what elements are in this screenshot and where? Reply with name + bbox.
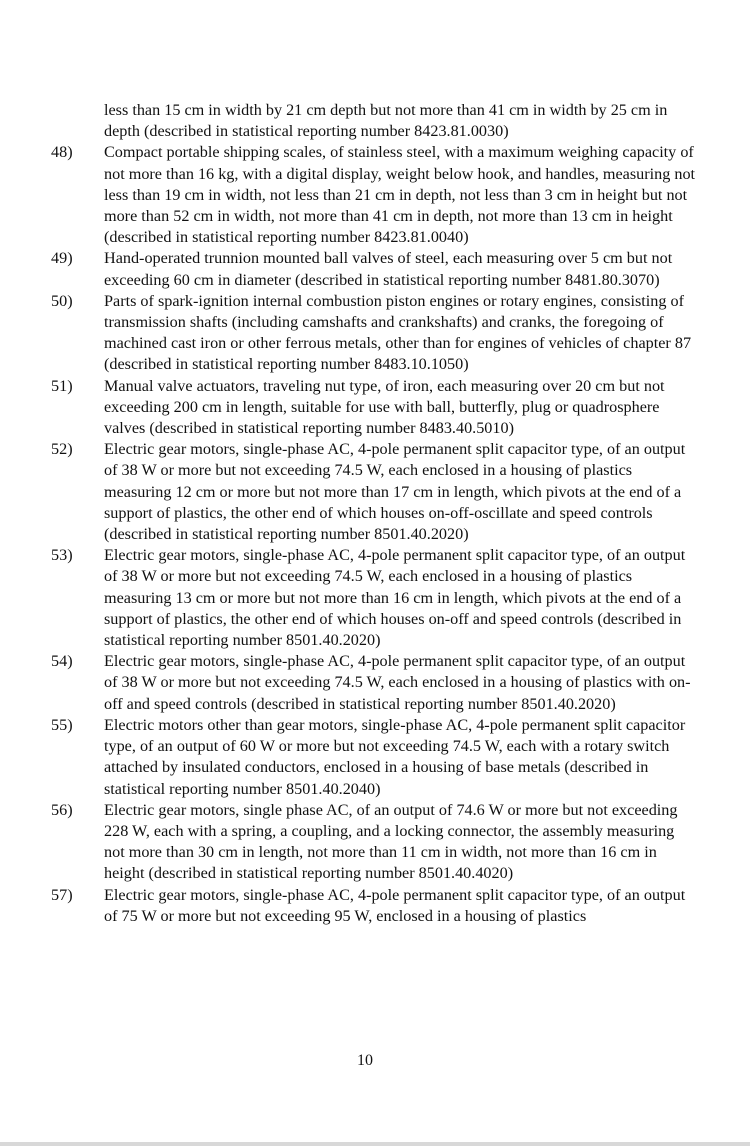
item-number: 51) xyxy=(51,376,73,395)
item-text: Electric gear motors, single-phase AC, 4-pole permanent split capacitor type, of an output of 75 W or more but not exceeding 95 W, enclosed in a housing of plastics xyxy=(104,885,686,925)
page-content xyxy=(0,100,750,927)
item-number: 53) xyxy=(51,546,73,565)
list-item-50 xyxy=(0,291,696,376)
item-number: 49) xyxy=(51,249,73,268)
item-text: Electric gear motors, single-phase AC, 4-pole permanent split capacitor type, of an output of 38 W or more but not exceeding 74.5 W, each enclosed in a housing of plastics with on-off and speed controls (described in statistical reporting number 8501.40.2020) xyxy=(104,652,691,713)
item-number: 55) xyxy=(51,715,73,734)
list-item-48 xyxy=(0,142,696,248)
item-number: 54) xyxy=(51,652,73,671)
list-item-52 xyxy=(0,439,696,545)
continuation-text: less than 15 cm in width by 21 cm depth but not more than 41 cm in width by 25 cm in depth (described in statistical reporting number 8423.81.0030) xyxy=(104,101,668,141)
item-text: Electric motors other than gear motors, single-phase AC, 4-pole permanent split capacitor type, of an output of 60 W or more but not exceeding 74.5 W, each with a rotary switch attached by insulated conductors, enclosed in a housing of base metals (described in statistical reporting number 8501.40.2040) xyxy=(104,715,686,798)
item-text: Hand-operated trunnion mounted ball valves of steel, each measuring over 5 cm but not exceeding 60 cm in diameter (described in statistical reporting number 8481.80.3070) xyxy=(104,249,673,289)
item-number: 52) xyxy=(51,440,73,459)
list-item-55 xyxy=(0,715,696,800)
list-item-56 xyxy=(0,800,696,885)
list-item-57 xyxy=(0,885,696,927)
item-text: Manual valve actuators, traveling nut type, of iron, each measuring over 20 cm but not exceeding 200 cm in length, suitable for use with ball, butterfly, plug or quadrosphere valves (described in statistical reporting number 8483.40.5010) xyxy=(104,376,665,438)
item-number: 50) xyxy=(51,291,73,310)
list-item-54 xyxy=(0,651,696,715)
item-text: Electric gear motors, single-phase AC, 4-pole permanent split capacitor type, of an output of 38 W or more but not exceeding 74.5 W, each enclosed in a housing of plastics measuring 12 cm or more but not more than 17 cm in length, which pivots at the end of a support of plastics, the other end of which houses on-off-oscillate and speed controls (described in statistical reporting number 8501.40.2020) xyxy=(104,440,686,544)
item-number: 57) xyxy=(51,885,73,904)
item-text: Electric gear motors, single phase AC, of an output of 74.6 W or more but not exceeding 228 W, each with a spring, a coupling, and a locking connector, the assembly measuring not more than 30 cm in length, not more than 11 cm in width, not more than 16 cm in height (described in statistical reporting number 8501.40.4020) xyxy=(104,800,678,883)
continuation-paragraph xyxy=(0,100,696,142)
item-number: 48) xyxy=(51,143,73,162)
item-text: Electric gear motors, single-phase AC, 4-pole permanent split capacitor type, of an output of 38 W or more but not exceeding 74.5 W, each enclosed in a housing of plastics measuring 13 cm or more but not more than 16 cm in length, which pivots at the end of a support of plastics, the other end of which houses on-off and speed controls (described in statistical reporting number 8501.40.2020) xyxy=(104,546,686,650)
item-number: 56) xyxy=(51,800,73,819)
page-bottom-edge xyxy=(0,1142,750,1146)
list-item-53 xyxy=(0,545,696,651)
list-item-49 xyxy=(0,248,696,290)
page-number: 10 xyxy=(357,1052,373,1069)
item-text: Parts of spark-ignition internal combustion piston engines or rotary engines, consisting of transmission shafts (including camshafts and crankshafts) and cranks, the foregoing of machined cast iron or other ferrous metals, other than for engines of vehicles of chapter 87 (described in statistical reporting number 8483.10.1050) xyxy=(104,291,692,374)
list-item-51 xyxy=(0,376,696,440)
item-text: Compact portable shipping scales, of stainless steel, with a maximum weighing capacity of not more than 16 kg, with a digital display, weight below hook, and handles, measuring not less than 19 cm in width, not less than 21 cm in depth, not less than 3 cm in height but not more than 52 cm in width, not more than 41 cm in depth, not more than 13 cm in height (described in statistical reporting number 8423.81.0040) xyxy=(104,143,696,247)
